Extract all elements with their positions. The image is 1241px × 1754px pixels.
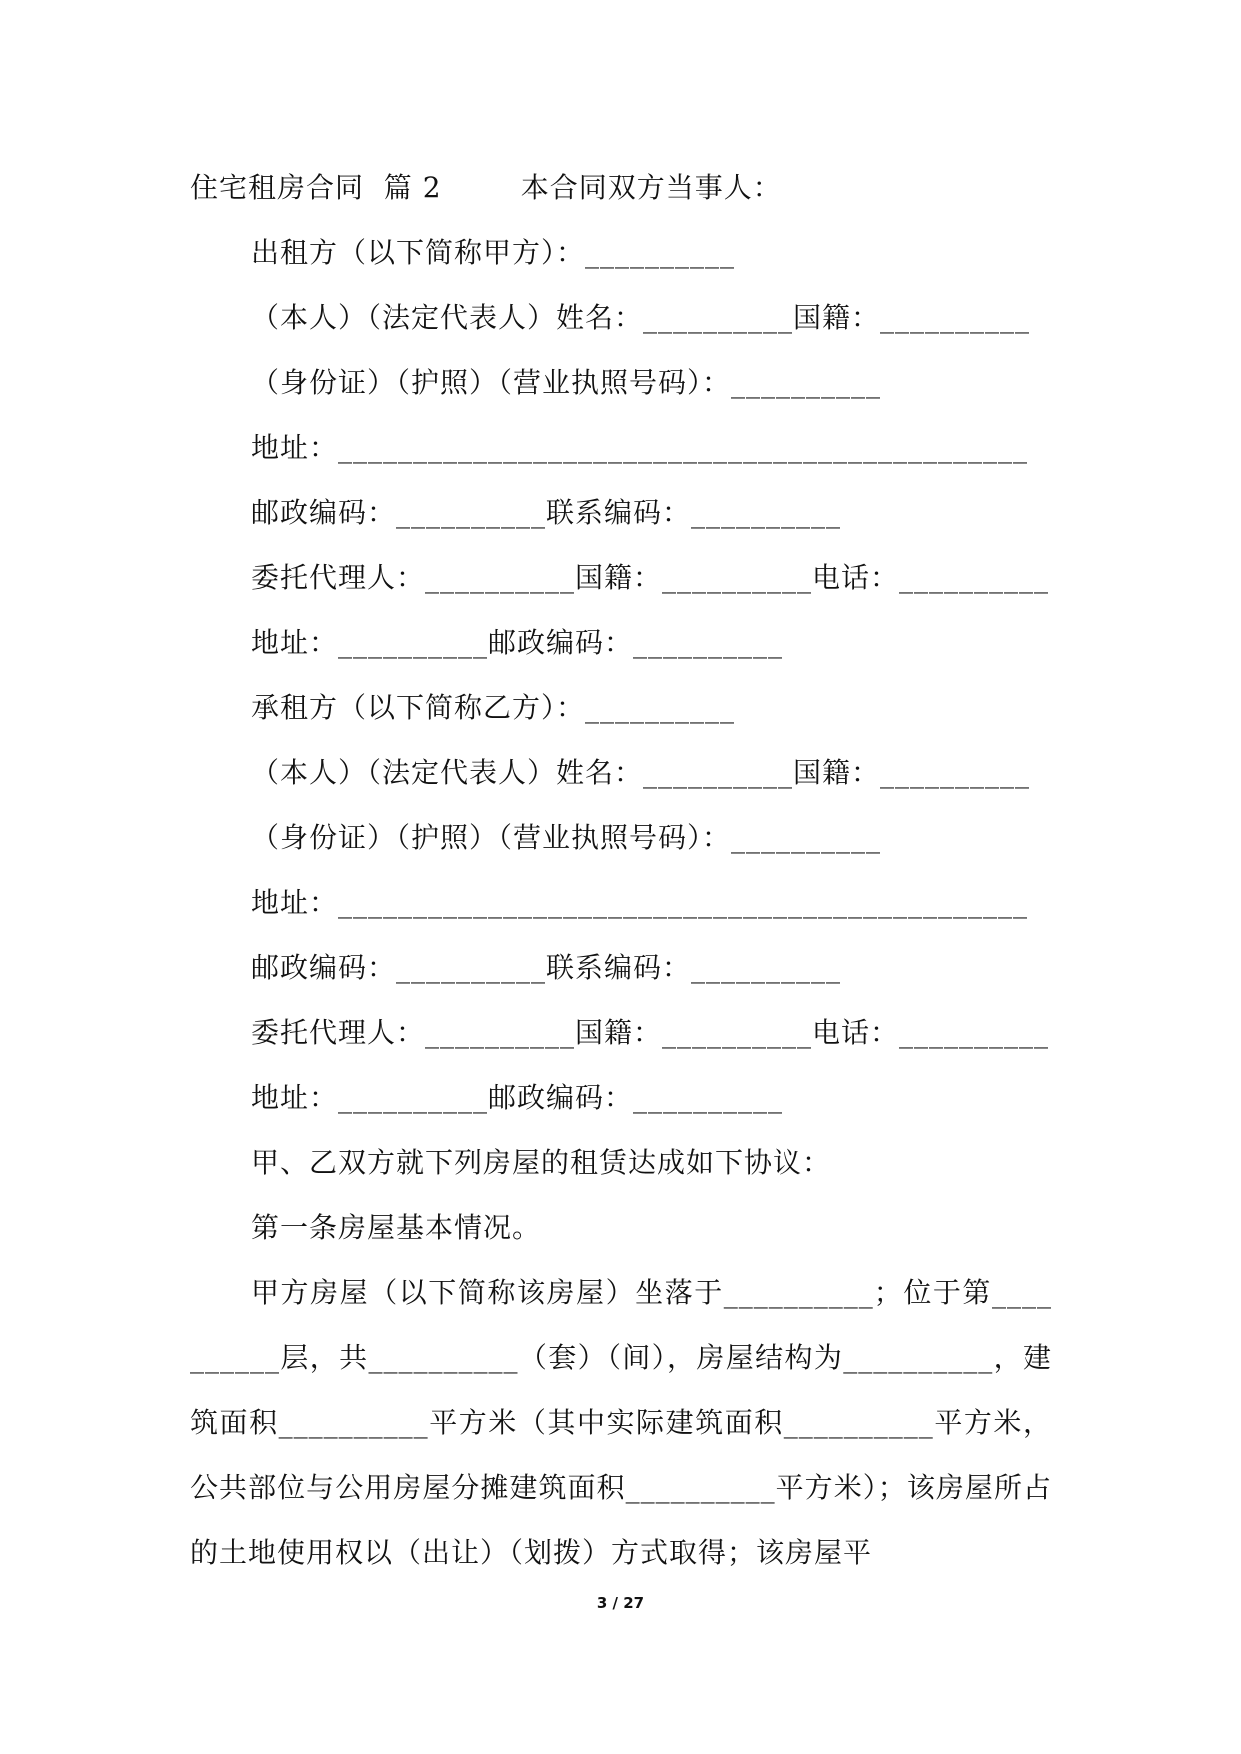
lessor-id-field: （身份证）（护照）（营业执照号码）：__________	[251, 366, 882, 399]
article-one-heading: 第一条房屋基本情况。	[251, 1211, 542, 1244]
lessor-agent-address-field: 地址：__________邮政编码：__________	[251, 626, 784, 659]
lessee-heading: 承租方（以下简称乙方）：__________	[251, 691, 736, 724]
lessor-postcode-contact-field: 邮政编码：__________联系编码：__________	[251, 496, 842, 529]
lessor-address-field: 地址：______________________________________________	[251, 431, 1029, 464]
page-number: 3 / 27	[596, 1594, 645, 1612]
lessee-postcode-contact-field: 邮政编码：__________联系编码：__________	[251, 951, 842, 984]
lessee-name-nationality-field: （本人）（法定代表人）姓名：__________国籍：__________	[251, 756, 1031, 789]
agreement-statement: 甲、乙双方就下列房屋的租赁达成如下协议：	[251, 1146, 832, 1179]
contract-title-line: 住宅租房合同 篇 2 本合同双方当事人：	[190, 171, 782, 204]
article-one-paragraph: 甲方房屋（以下简称该房屋）坐落于__________；位于第__________层，共__________（套）（间），房屋结构为__________，建筑面积__________平方米（其中实际建筑面积__________平方米，公共部位与公用房屋分摊建筑面积__________平方米）；该房屋所占的土地使用权以（出让）（划拨）方式取得；该房屋平	[190, 1276, 1052, 1569]
lessor-heading: 出租方（以下简称甲方）：__________	[251, 236, 736, 269]
lessee-agent-field: 委托代理人：__________国籍：__________电话：__________	[251, 1016, 1050, 1049]
lessor-name-nationality-field: （本人）（法定代表人）姓名：__________国籍：__________	[251, 301, 1031, 334]
lessee-address-field: 地址：______________________________________________	[251, 886, 1029, 919]
document-body	[190, 155, 1052, 1585]
lessee-agent-address-field: 地址：__________邮政编码：__________	[251, 1081, 784, 1114]
lessor-agent-field: 委托代理人：__________国籍：__________电话：__________	[251, 561, 1050, 594]
lessee-id-field: （身份证）（护照）（营业执照号码）：__________	[251, 821, 882, 854]
